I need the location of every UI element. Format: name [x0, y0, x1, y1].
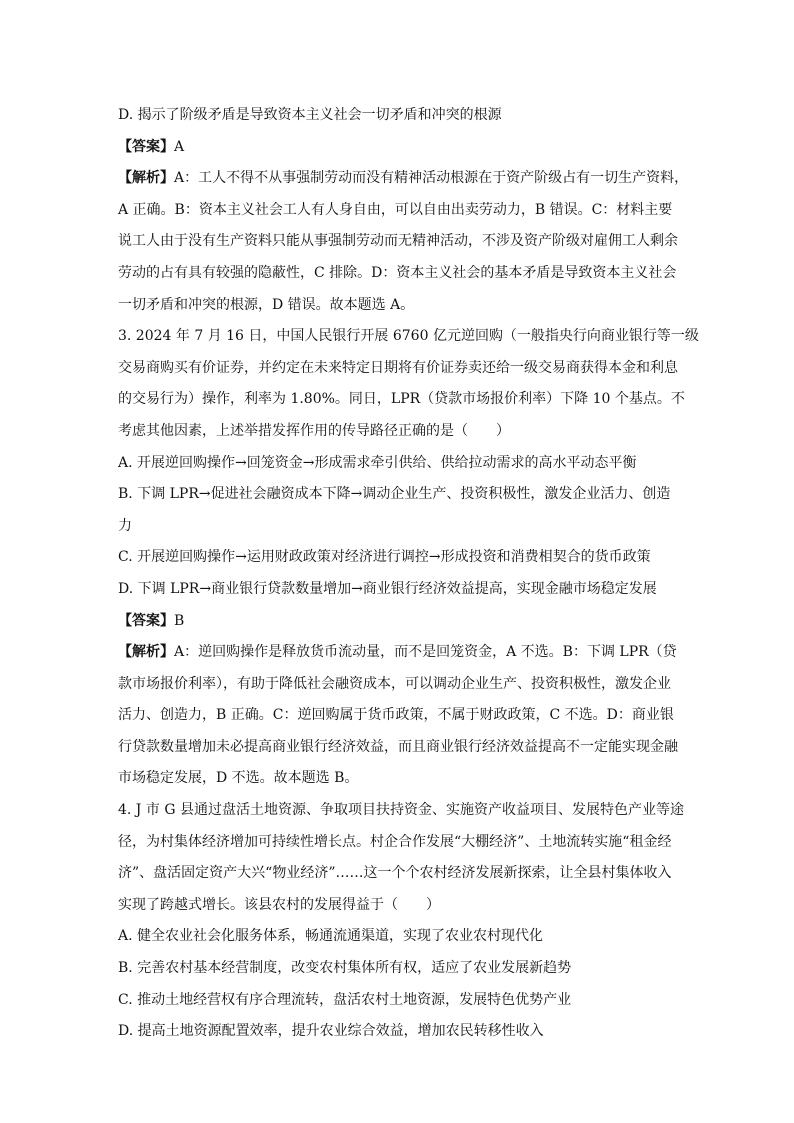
- answer-value: A: [174, 138, 185, 155]
- stem-line: 3. 2024 年 7 月 16 日，中国人民银行开展 6760 亿元逆回购（一般指央行向商业银行等一级: [118, 328, 699, 345]
- analysis-line: 行贷款数量增加未必提高商业银行经济效益，而且商业银行经济效益提高不一定能实现金融: [118, 738, 678, 755]
- analysis-line: 款市场报价利率），有助于降低社会融资成本，可以调动企业生产、投资积极性，激发企业: [118, 675, 671, 692]
- answer-value: B: [174, 612, 185, 629]
- q3-stem: [118, 321, 699, 447]
- stem-line: 的交易行为）操作，利率为 1.80%。同日，LPR（贷款市场报价利率）下降 10 个基点。不: [118, 391, 685, 408]
- document-page: [118, 100, 699, 1048]
- stem-line: 实现了跨越式增长。该县农村的发展得益于（ ）: [118, 896, 440, 913]
- stem-line: 考虑其他因素，上述举措发挥作用的传导路径正确的是（ ）: [118, 422, 510, 439]
- stem-line: 4. J 市 G 县通过盘活土地资源、争取项目扶持资金、实施资产收益项目、发展特色产业等途: [118, 802, 684, 819]
- q3-answer: [118, 606, 678, 638]
- option-line: 力: [118, 517, 132, 534]
- analysis-line: 说工人由于没有生产资料只能从事强制劳动而无精神活动，不涉及资产阶级对雇佣工人剩余: [118, 233, 678, 250]
- analysis-line: 一切矛盾和冲突的根源，D 错误。故本题选 A。: [118, 296, 415, 313]
- q4-option-d: D. 提高土地资源配置效率，提升农业综合效益，增加农民转移性收入: [118, 1023, 544, 1040]
- answer-label: 【答案】: [118, 138, 174, 155]
- stem-line: 径，为村集体经济增加可持续性增长点。村企合作发展“大棚经济”、土地流转实施“租金经: [118, 833, 672, 850]
- q4-stem: [118, 795, 684, 921]
- analysis-label: 【解析】: [118, 644, 174, 661]
- q4-option-c: C. 推动土地经营权有序合理流转，盘活农村土地资源，发展特色优势产业: [118, 991, 572, 1008]
- stem-line: 济”、盘活固定资产大兴“物业经济”……这一个个农村经济发展新探索，让全县村集体收入: [118, 865, 672, 882]
- q4-option-b: B. 完善农村基本经营制度，改变农村集体所有权，适应了农业发展新趋势: [118, 960, 572, 977]
- analysis-line: 市场稳定发展，D 不选。故本题选 B。: [118, 770, 359, 787]
- q3-option-d: D. 下调 LPR→商业银行贷款数量增加→商业银行经济效益提高，实现金融市场稳定发展: [118, 580, 657, 597]
- analysis-label: 【解析】: [118, 170, 174, 187]
- analysis-line: 【解析】A：逆回购操作是释放货币流动量，而不是回笼资金，A 不选。B：下调 LPR（贷: [118, 644, 677, 661]
- q2-analysis: [118, 163, 689, 321]
- analysis-line: 活力、创造力，B 正确。C：逆回购属于货币政策，不属于财政政策，C 不选。D：商业银: [118, 707, 674, 724]
- answer-label: 【答案】: [118, 612, 174, 629]
- q3-option-a: A. 开展逆回购操作→回笼资金→形成需求牵引供给、供给拉动需求的高水平动态平衡: [118, 454, 637, 471]
- q3-analysis: [118, 637, 678, 795]
- analysis-line: 【解析】A：工人不得不从事强制劳动而没有精神活动根源在于资产阶级占有一切生产资料，: [118, 170, 689, 187]
- q3-option-b: [118, 479, 678, 542]
- q2-answer: [118, 132, 678, 164]
- q3-option-c: C. 开展逆回购操作→运用财政政策对经济进行调控→形成投资和消费相契合的货币政策: [118, 549, 651, 566]
- option-line: B. 下调 LPR→促进社会融资成本下降→调动企业生产、投资积极性，激发企业活力、创造: [118, 486, 671, 503]
- q2-option-d: D. 揭示了阶级矛盾是导致资本主义社会一切矛盾和冲突的根源: [118, 107, 502, 123]
- stem-line: 交易商购买有价证券，并约定在未来特定日期将有价证券卖还给一级交易商获得本金和利息: [118, 359, 678, 376]
- analysis-line: 劳动的占有具有较强的隐蔽性，C 排除。D：资本主义社会的基本矛盾是导致资本主义社会: [118, 264, 677, 281]
- analysis-line: A 正确。B：资本主义社会工人有人身自由，可以自由出卖劳动力，B 错误。C：材料主要: [118, 201, 673, 218]
- q4-option-a: A. 健全农业社会化服务体系，畅通流通渠道，实现了农业农村现代化: [118, 928, 544, 945]
